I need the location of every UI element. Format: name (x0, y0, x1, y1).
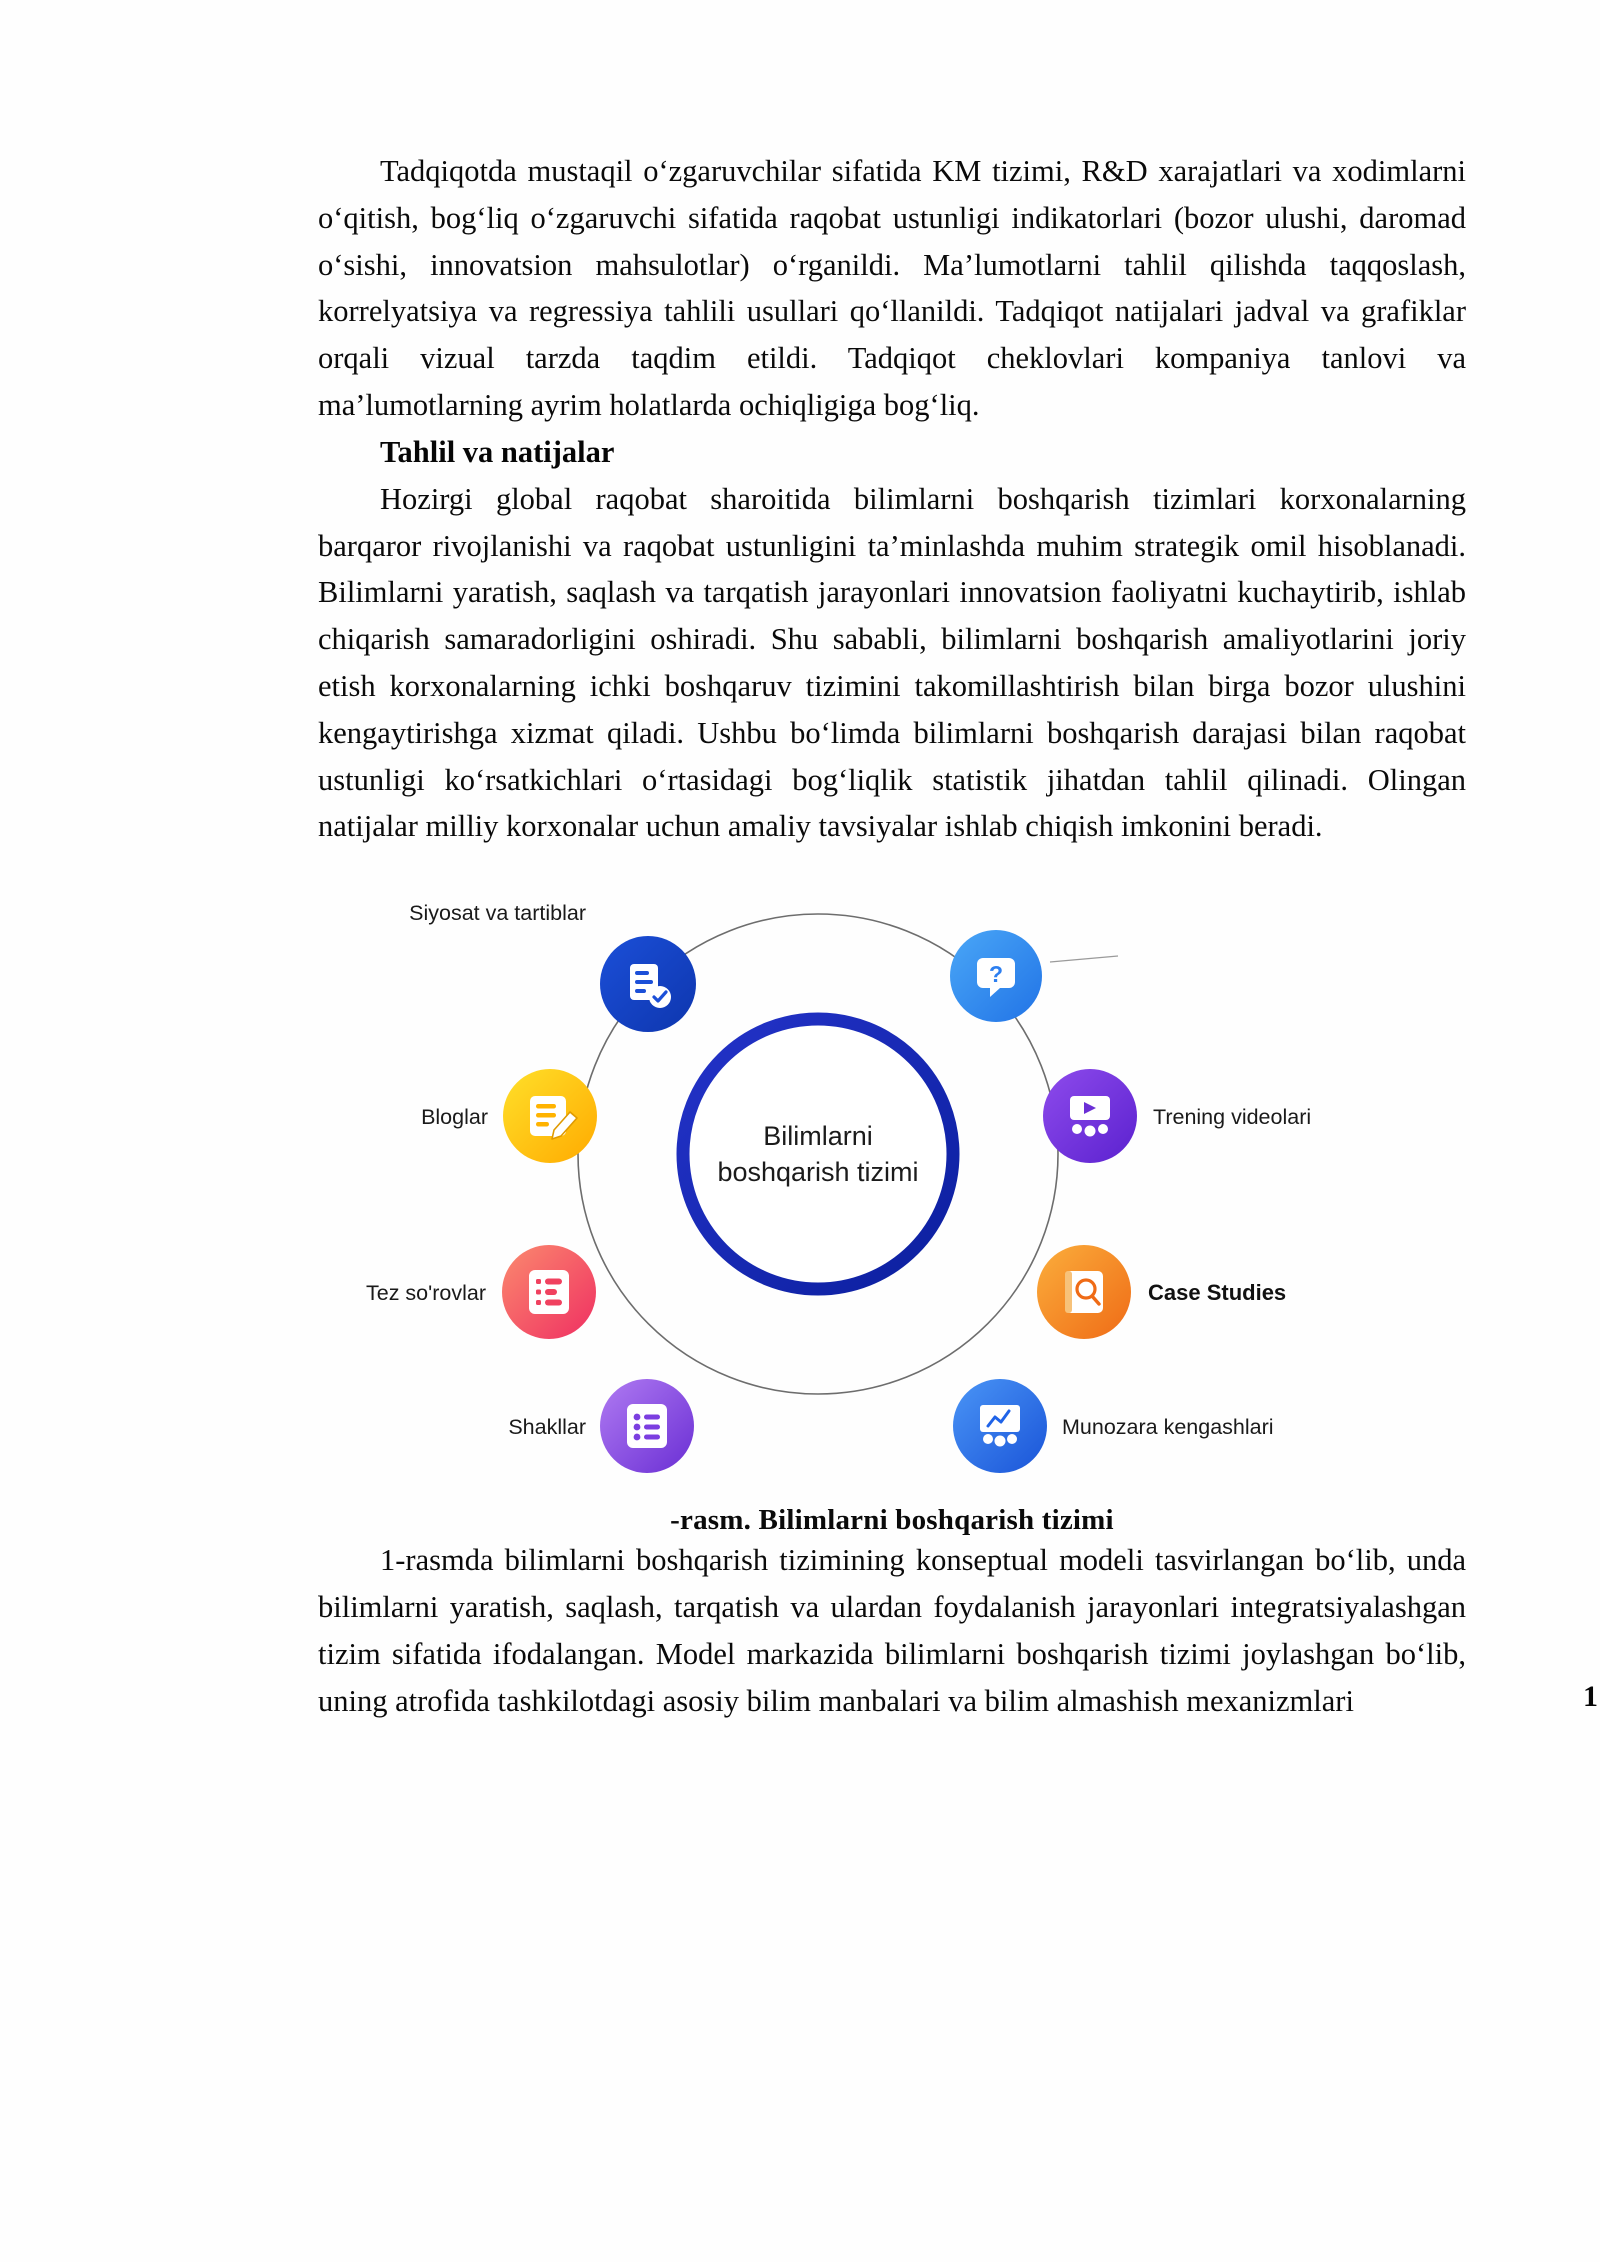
node-label-bloglar: Bloglar (421, 1105, 488, 1130)
node-tez-sorovlar[interactable] (366, 1245, 596, 1339)
quick-poll-icon (529, 1270, 569, 1314)
center-label-line1: Bilimlarni (763, 1121, 873, 1152)
paragraph-methodology: Tadqiqotda mustaqil o‘zgaruvchilar sifatida KM tizimi, R&D xarajatlari va xodimlarni o‘qitish, bog‘liq o‘zgaruvchi sifatida raqobat ustunligi indikatorlari (bozor ulushi, daromad o‘sishi, innovatsion mahsulotlar) o‘rganildi. Ma’lumotlarni tahlil qilishda taqqoslash, korrelyatsiya va regressiya tahlili usullari qo‘llanildi. Tadqiqot natijalari jadval va grafiklar orqali vizual tarzda taqdim etildi. Tadqiqot cheklovlari kompaniya tanlovi va ma’lumotlarning ayrim holatlarda ochiqligiga bog‘liq. (318, 154, 1466, 423)
figure-caption: -rasm. Bilimlarni boshqarish tizimi (670, 1504, 1114, 1537)
form-list-icon (627, 1404, 667, 1448)
node-shakllar[interactable] (508, 1379, 694, 1473)
center-label-line2: boshqarish tizimi (717, 1157, 919, 1188)
figure-knowledge-management-system (318, 864, 1466, 1504)
page-content (318, 148, 1466, 1724)
presentation-people-icon (980, 1405, 1020, 1447)
node-label-trening: Trening videolari (1153, 1105, 1312, 1130)
svg-text:?: ? (988, 961, 1004, 988)
node-label-case-studies: Case Studies (1148, 1280, 1287, 1306)
page-number: 1 (1583, 1680, 1598, 1713)
paragraph-figure-description: 1-rasmda bilimlarni boshqarish tizimining konseptual modeli tasvirlangan bo‘lib, unda bilimlarni yaratish, saqlash, tarqatish va ulardan foydalanish jarayonlari integratsiyalashgan tizim sifatida ifodalangan. Model markazida bilimlarni boshqarish tizimi joylashgan bo‘lib, uning atrofida tashkilotdagi asosiy bilim manbalari va bilim almashish mexanizmlari (318, 1543, 1466, 1718)
node-label-shakllar: Shakllar (508, 1415, 586, 1440)
node-case-studies[interactable] (1037, 1245, 1286, 1339)
node-bloglar[interactable] (421, 1069, 597, 1163)
video-training-icon (1070, 1096, 1110, 1137)
book-search-icon (1065, 1271, 1103, 1313)
node-label-tez-sorovlar: Tez so'rovlar (365, 1281, 486, 1306)
node-munozara-kengashlari[interactable] (953, 1379, 1274, 1473)
node-trening-videolari[interactable] (1043, 1069, 1311, 1163)
section-heading-analysis: Tahlil va natijalar (380, 434, 615, 469)
node-label-munozara: Munozara kengashlari (1062, 1415, 1274, 1440)
node-savollar[interactable] (950, 930, 1118, 1022)
node-label-siyosat: Siyosat va tartiblar (409, 901, 586, 926)
paragraph-analysis-intro: Hozirgi global raqobat sharoitida bilimlarni boshqarish tizimlari korxonalarning barqaror rivojlanishi va raqobat ustunligini ta’minlashda muhim strategik omil hisoblanadi. Bilimlarni yaratish, saqlash va tarqatish jarayonlari innovatsion faoliyatni kuchaytirib, ishlab chiqarish samaradorligini oshiradi. Shu sababli, bilimlarni boshqarish amaliyotlarini joriy etish korxonalarning ichki boshqaruv tizimini takomillashtirish bilan birga bozor ulushini kengaytirishga xizmat qiladi. Ushbu bo‘limda bilimlarni boshqarish darajasi bilan raqobat ustunligi ko‘rsatkichlari o‘rtasidagi bog‘liqlik statistik jihatdan tahlil qilinadi. Olingan natijalar milliy korxonalar uchun amaliy tavsiyalar ishlab chiqish imkonini beradi. (318, 481, 1466, 844)
knowledge-management-diagram (318, 864, 1466, 1504)
leader-line-savollar (1050, 956, 1118, 962)
node-siyosat-va-tartiblar[interactable] (409, 901, 696, 1032)
inner-ring (683, 1019, 953, 1289)
